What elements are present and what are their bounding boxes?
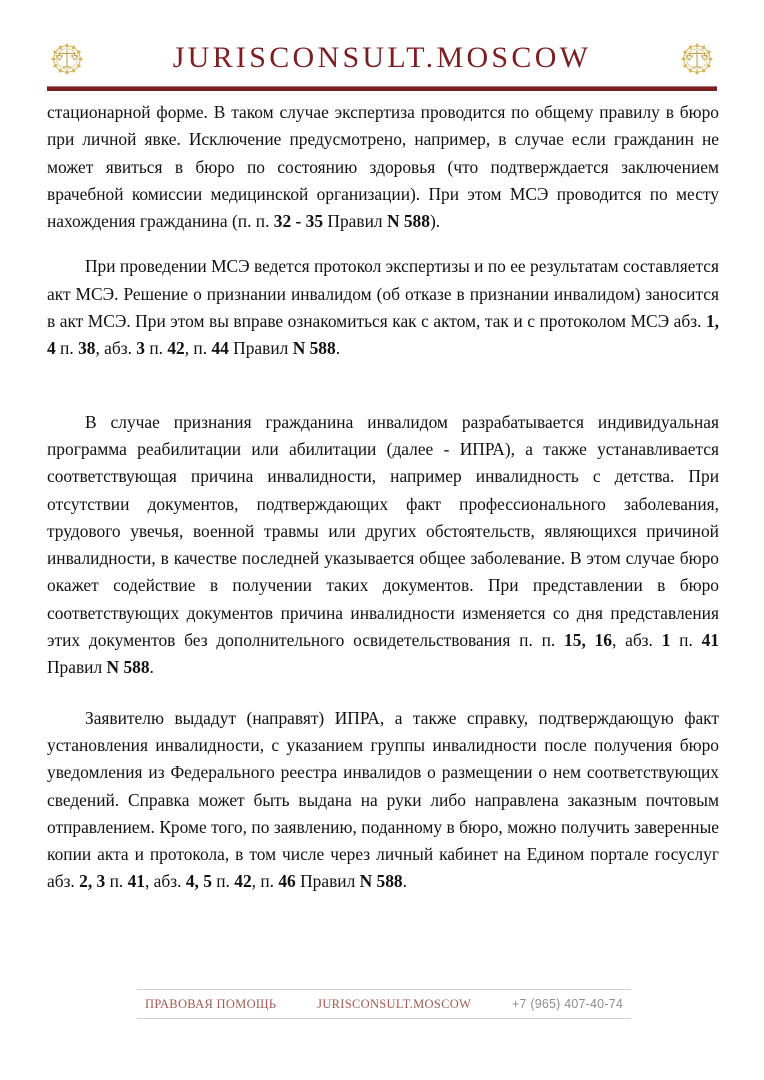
- paragraph-text: п.: [105, 871, 128, 892]
- paragraph-text: ).: [429, 211, 441, 232]
- legal-reference: 15, 16: [564, 630, 612, 651]
- legal-reference: 41: [127, 871, 145, 892]
- legal-reference: 4, 5: [185, 871, 212, 892]
- paragraph-text: Правил: [47, 657, 107, 678]
- paragraph-text: , абз.: [144, 871, 186, 892]
- legal-reference: N 588: [386, 211, 430, 232]
- page-header: [47, 34, 717, 92]
- paragraph-3: [47, 409, 719, 682]
- header-divider: [47, 86, 717, 91]
- legal-reference: 38: [78, 338, 96, 359]
- legal-reference: 41: [701, 630, 720, 651]
- paragraph-text: , абз.: [95, 338, 137, 359]
- paragraph-text: , п.: [251, 871, 279, 892]
- paragraph-text: п.: [670, 630, 702, 651]
- paragraph-text: .: [149, 657, 154, 678]
- legal-reference: N 588: [292, 338, 336, 359]
- paragraph-4: [47, 705, 719, 896]
- legal-reference: 32 - 35: [273, 211, 324, 232]
- footer-site-label: JURISCONSULT.MOSCOW: [317, 996, 472, 1011]
- footer-phone-label: +7 (965) 407-40-74: [512, 997, 623, 1011]
- paragraph-text: , абз.: [611, 630, 662, 651]
- scales-of-justice-wreath-logo-left: [47, 38, 87, 80]
- page-title: JURISCONSULT.MOSCOW: [172, 41, 592, 74]
- footer-legal-help-label: ПРАВОВАЯ ПОМОЩЬ: [145, 996, 277, 1011]
- paragraph-text: п.: [55, 338, 79, 359]
- legal-reference: 46: [278, 871, 296, 892]
- legal-reference: 44: [211, 338, 229, 359]
- legal-reference: 42: [167, 338, 185, 359]
- scales-of-justice-wreath-logo-right: [677, 38, 717, 80]
- paragraph-text: стационарной форме. В таком случае экспертиза проводится по общему правилу в бюро при личной явке. Исключение предусмотрено, например, в случае если гражданин не может явиться в бюро по состоянию здоровья (что подтверждается заключением врачебной комиссии медицинской организации). При этом МСЭ проводится по месту нахождения гражданина (п. п.: [47, 102, 719, 232]
- legal-reference: 3: [136, 338, 145, 359]
- paragraph-text: Правил: [228, 338, 293, 359]
- paragraph-text: п.: [144, 338, 168, 359]
- paragraph-2: [47, 253, 719, 362]
- footer-divider-bottom: [137, 1018, 631, 1019]
- legal-reference: N 588: [359, 871, 403, 892]
- paragraph-text: В случае признания гражданина инвалидом разрабатывается индивидуальная программа реабилитации или абилитации (далее - ИПРА), а также устанавливается соответствующая причина инвалидности, например инвалидность с детства. При отсутствии документов, подтверждающих факт профессионального заболевания, трудового увечья, военной травмы или других обстоятельств, являющихся причиной инвалидности, в качестве последней указывается общее заболевание. В этом случае бюро окажет содействие в получении таких документов. При представлении в бюро соответствующих документов причина инвалидности изменяется со дня представления этих документов без дополнительного освидетельствования п. п.: [47, 411, 719, 651]
- paragraph-1: [47, 99, 719, 235]
- paragraph-text: , п.: [184, 338, 212, 359]
- paragraph-text: п.: [211, 871, 235, 892]
- paragraph-text: Заявителю выдадут (направят) ИПРА, а также справку, подтверждающую факт установления инвалидности, с указанием группы инвалидности после получения бюро уведомления из Федерального реестра инвалидов о размещении о нем соответствующих сведений. Справка может быть выдана на руки либо направлена заказным почтовым отправлением. Кроме того, по заявлению, поданному в бюро, можно получить заверенные копии акта и протокола, в том числе через личный кабинет на Едином портале госуслуг абз.: [47, 707, 719, 892]
- legal-reference: 42: [234, 871, 252, 892]
- paragraph-text: Правил: [323, 211, 387, 232]
- paragraph-text: При проведении МСЭ ведется протокол экспертизы и по ее результатам составляется акт МСЭ. Решение о признании инвалидом (об отказе в признании инвалидом) заносится в акт МСЭ. При этом вы вправе ознакомиться как с актом, так и с протоколом МСЭ абз.: [47, 256, 719, 332]
- legal-reference: 2, 3: [79, 871, 106, 892]
- legal-reference: N 588: [106, 657, 150, 678]
- legal-reference: 1: [661, 630, 671, 651]
- document-body: [47, 99, 719, 896]
- legal-reference: 1, 4: [47, 311, 719, 359]
- paragraph-text: .: [402, 871, 407, 892]
- paragraph-text: Правил: [295, 871, 360, 892]
- paragraph-text: .: [335, 338, 341, 359]
- page-footer: [137, 989, 631, 1019]
